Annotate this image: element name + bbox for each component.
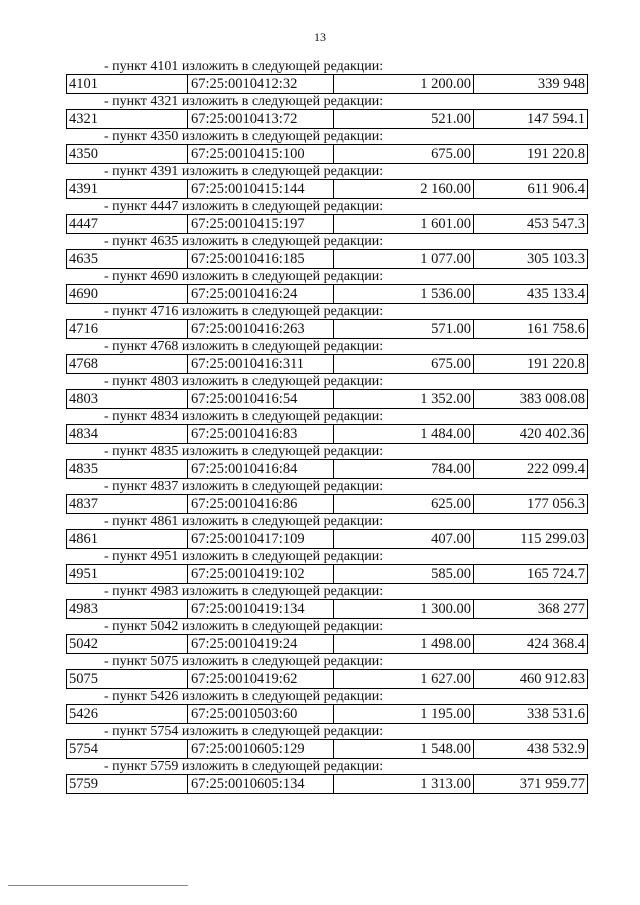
area-cell: 1 601.00: [334, 215, 474, 233]
entry-number-cell: 5759: [67, 775, 188, 793]
entry-number-cell: 5075: [67, 670, 188, 688]
table-row: [66, 494, 588, 514]
area-cell: 675.00: [334, 355, 474, 373]
amendment-caption: - пункт 4768 изложить в следующей редакции:: [104, 339, 384, 354]
cadastral-number-cell: 67:25:0010419:24: [188, 635, 334, 653]
value-cell: 338 531.6: [527, 706, 585, 722]
cadastral-number-cell: 67:25:0010503:60: [188, 705, 334, 723]
table-row: [66, 669, 588, 689]
cadastral-number-cell: 67:25:0010412:32: [188, 75, 334, 93]
table-row: [66, 319, 588, 339]
cadastral-number-cell: 67:25:0010416:54: [188, 390, 334, 408]
entry-number-cell: 4447: [67, 215, 188, 233]
amendment-caption: - пункт 4447 изложить в следующей редакции:: [104, 199, 384, 214]
amendment-caption: - пункт 4983 изложить в следующей редакции:: [104, 584, 384, 599]
entry-number-cell: 4350: [67, 145, 188, 163]
area-cell: 1 077.00: [334, 250, 474, 268]
table-row: [66, 144, 588, 164]
table-row: [66, 634, 588, 654]
cadastral-number-cell: 67:25:0010416:185: [188, 250, 334, 268]
value-cell: 438 532.9: [527, 741, 585, 757]
table-row: [66, 179, 588, 199]
area-cell: 625.00: [334, 495, 474, 513]
cadastral-number-cell: 67:25:0010605:129: [188, 740, 334, 758]
amendment-caption: - пункт 4861 изложить в следующей редакции:: [104, 514, 384, 529]
table-row: [66, 599, 588, 619]
table-row: [66, 739, 588, 759]
footer-rule: [8, 885, 188, 886]
entry-number-cell: 5426: [67, 705, 188, 723]
cadastral-number-cell: 67:25:0010413:72: [188, 110, 334, 128]
cadastral-number-cell: 67:25:0010415:197: [188, 215, 334, 233]
amendment-caption: - пункт 4716 изложить в следующей редакции:: [104, 304, 384, 319]
area-cell: 407.00: [334, 530, 474, 548]
entry-number-cell: 4101: [67, 75, 188, 93]
area-cell: 1 627.00: [334, 670, 474, 688]
cadastral-number-cell: 67:25:0010419:134: [188, 600, 334, 618]
cadastral-number-cell: 67:25:0010419:62: [188, 670, 334, 688]
entry-number-cell: 4635: [67, 250, 188, 268]
table-row: [66, 774, 588, 794]
amendment-caption: - пункт 5426 изложить в следующей редакции:: [104, 689, 384, 704]
amendment-caption: - пункт 4803 изложить в следующей редакции:: [104, 374, 384, 389]
amendment-caption: - пункт 5759 изложить в следующей редакции:: [104, 759, 384, 774]
entry-number-cell: 4835: [67, 460, 188, 478]
value-cell: 191 220.8: [527, 356, 585, 372]
cadastral-number-cell: 67:25:0010419:102: [188, 565, 334, 583]
table-row: [66, 529, 588, 549]
entry-number-cell: 4716: [67, 320, 188, 338]
cadastral-number-cell: 67:25:0010416:263: [188, 320, 334, 338]
area-cell: 1 300.00: [334, 600, 474, 618]
entry-number-cell: 4983: [67, 600, 188, 618]
amendment-caption: - пункт 4321 изложить в следующей редакции:: [104, 94, 384, 109]
amendment-caption: - пункт 4951 изложить в следующей редакции:: [104, 549, 384, 564]
value-cell: 191 220.8: [527, 146, 585, 162]
amendment-caption: - пункт 4350 изложить в следующей редакции:: [104, 129, 384, 144]
area-cell: 784.00: [334, 460, 474, 478]
cadastral-number-cell: 67:25:0010416:84: [188, 460, 334, 478]
area-cell: 2 160.00: [334, 180, 474, 198]
value-cell: 339 948: [537, 76, 585, 92]
table-row: [66, 109, 588, 129]
area-cell: 1 313.00: [334, 775, 474, 793]
table-row: [66, 249, 588, 269]
cadastral-number-cell: 67:25:0010416:86: [188, 495, 334, 513]
entry-number-cell: 4768: [67, 355, 188, 373]
value-cell: 460 912.83: [519, 671, 585, 687]
amendment-list: [66, 59, 588, 794]
amendment-caption: - пункт 4690 изложить в следующей редакции:: [104, 269, 384, 284]
value-cell: 305 103.3: [527, 251, 585, 267]
area-cell: 1 548.00: [334, 740, 474, 758]
value-cell: 165 724.7: [527, 566, 585, 582]
value-cell: 222 099.4: [527, 461, 585, 477]
amendment-caption: - пункт 5075 изложить в следующей редакции:: [104, 654, 384, 669]
value-cell: 371 959.77: [519, 776, 585, 792]
value-cell: 424 368.4: [527, 636, 585, 652]
value-cell: 453 547.3: [527, 216, 585, 232]
value-cell: 115 299.03: [520, 531, 585, 547]
cadastral-number-cell: 67:25:0010417:109: [188, 530, 334, 548]
table-row: [66, 704, 588, 724]
table-row: [66, 74, 588, 94]
area-cell: 521.00: [334, 110, 474, 128]
value-cell: 383 008.08: [519, 391, 585, 407]
table-row: [66, 389, 588, 409]
cadastral-number-cell: 67:25:0010416:83: [188, 425, 334, 443]
entry-number-cell: 4861: [67, 530, 188, 548]
area-cell: 1 200.00: [334, 75, 474, 93]
area-cell: 585.00: [334, 565, 474, 583]
entry-number-cell: 4321: [67, 110, 188, 128]
entry-number-cell: 4951: [67, 565, 188, 583]
amendment-caption: - пункт 5754 изложить в следующей редакции:: [104, 724, 384, 739]
value-cell: 420 402.36: [519, 426, 585, 442]
amendment-caption: - пункт 4837 изложить в следующей редакции:: [104, 479, 384, 494]
entry-number-cell: 5754: [67, 740, 188, 758]
amendment-caption: - пункт 4834 изложить в следующей редакции:: [104, 409, 384, 424]
amendment-caption: - пункт 4635 изложить в следующей редакции:: [104, 234, 384, 249]
cadastral-number-cell: 67:25:0010605:134: [188, 775, 334, 793]
page-number: 13: [314, 30, 326, 44]
cadastral-number-cell: 67:25:0010416:24: [188, 285, 334, 303]
cadastral-number-cell: 67:25:0010416:311: [188, 355, 334, 373]
area-cell: 1 195.00: [334, 705, 474, 723]
entry-number-cell: 4803: [67, 390, 188, 408]
entry-number-cell: 4834: [67, 425, 188, 443]
area-cell: 1 352.00: [334, 390, 474, 408]
amendment-caption: - пункт 4101 изложить в следующей редакции:: [104, 59, 384, 74]
amendment-caption: - пункт 4391 изложить в следующей редакции:: [104, 164, 384, 179]
table-row: [66, 284, 588, 304]
value-cell: 147 594.1: [527, 111, 585, 127]
value-cell: 177 056.3: [527, 496, 585, 512]
area-cell: 571.00: [334, 320, 474, 338]
entry-number-cell: 5042: [67, 635, 188, 653]
area-cell: 1 498.00: [334, 635, 474, 653]
area-cell: 1 536.00: [334, 285, 474, 303]
entry-number-cell: 4837: [67, 495, 188, 513]
entry-number-cell: 4391: [67, 180, 188, 198]
table-row: [66, 459, 588, 479]
entry-number-cell: 4690: [67, 285, 188, 303]
table-row: [66, 564, 588, 584]
table-row: [66, 424, 588, 444]
cadastral-number-cell: 67:25:0010415:100: [188, 145, 334, 163]
table-row: [66, 214, 588, 234]
value-cell: 611 906.4: [527, 181, 585, 197]
table-row: [66, 354, 588, 374]
area-cell: 1 484.00: [334, 425, 474, 443]
cadastral-number-cell: 67:25:0010415:144: [188, 180, 334, 198]
amendment-caption: - пункт 4835 изложить в следующей редакции:: [104, 444, 384, 459]
area-cell: 675.00: [334, 145, 474, 163]
value-cell: 368 277: [537, 601, 585, 617]
value-cell: 161 758.6: [527, 321, 585, 337]
value-cell: 435 133.4: [527, 286, 585, 302]
amendment-caption: - пункт 5042 изложить в следующей редакции:: [104, 619, 384, 634]
